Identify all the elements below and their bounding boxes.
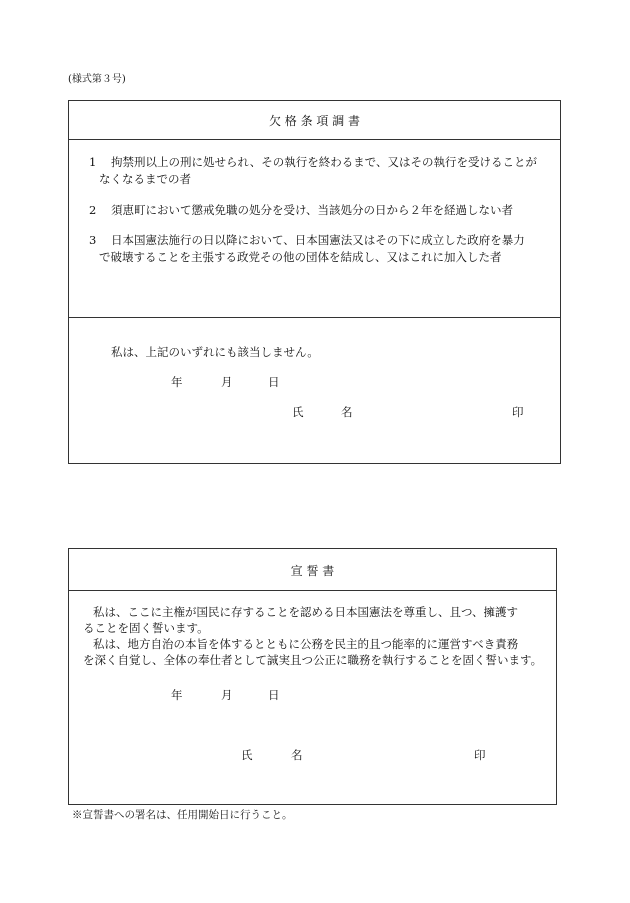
- date-month: 月: [221, 375, 233, 389]
- item-3-text: 日本国憲法施行の日以降において、日本国憲法又はその下に成立した政府を暴力: [111, 233, 525, 247]
- item-1-continued: なくなるまでの者: [99, 172, 191, 186]
- item-3-number: 3: [89, 233, 97, 247]
- disqualification-box: [68, 100, 561, 464]
- item-2-text: 須恵町において懲戒免職の処分を受け、当該処分の日から２年を経過しない者: [111, 203, 514, 217]
- item-3-continued: で破壊することを主張する政党その他の団体を結成し、又はこれに加入した者: [99, 250, 502, 264]
- item-2-number: 2: [89, 203, 97, 217]
- declaration-text: 私は、上記のいずれにも該当しません。: [111, 345, 319, 359]
- date-year: 年: [171, 375, 183, 389]
- date-day: 日: [268, 375, 280, 389]
- item-3: [89, 231, 525, 249]
- name-label-mei: 名: [341, 405, 353, 419]
- oath-title: 宣 誓 書: [290, 564, 335, 578]
- item-1: [89, 153, 537, 171]
- declaration-section: [69, 317, 560, 419]
- form-number: (様式第３号): [68, 74, 126, 85]
- oath-box: [68, 548, 557, 805]
- oath-header: [69, 549, 556, 591]
- seal-label: 印: [512, 405, 524, 419]
- oath-date-month: 月: [221, 688, 233, 702]
- oath-name-label-shi: 氏: [241, 748, 253, 762]
- disqualification-header: [69, 101, 560, 140]
- oath-name-label-mei: 名: [291, 748, 303, 762]
- item-1-text: 拘禁刑以上の刑に処せられ、その執行を終わるまで、又はその執行を受けることが: [111, 155, 537, 169]
- oath-para1-line2: ることを固く誓います。: [83, 621, 209, 635]
- oath-date-year: 年: [171, 688, 183, 702]
- oath-para2-line2: を深く自覚し、全体の奉仕者として誠実且つ公正に職務を執行することを固く誓います。: [83, 653, 543, 667]
- signature-note: ※宣誓書への署名は、任用開始日に行うこと。: [72, 809, 293, 821]
- oath-date-day: 日: [268, 688, 280, 702]
- item-1-number: 1: [89, 155, 97, 169]
- item-2: [89, 201, 513, 219]
- disqualification-title: 欠 格 条 項 調 書: [268, 114, 361, 128]
- name-label-shi: 氏: [292, 405, 304, 419]
- oath-para1-line1: 私は、ここに主権が国民に存することを認める日本国憲法を尊重し、且つ、擁護す: [93, 605, 519, 619]
- oath-para2-line1: 私は、地方自治の本旨を体するとともに公務を民主的且つ能率的に運営すべき責務: [93, 637, 519, 651]
- oath-seal-label: 印: [474, 748, 486, 762]
